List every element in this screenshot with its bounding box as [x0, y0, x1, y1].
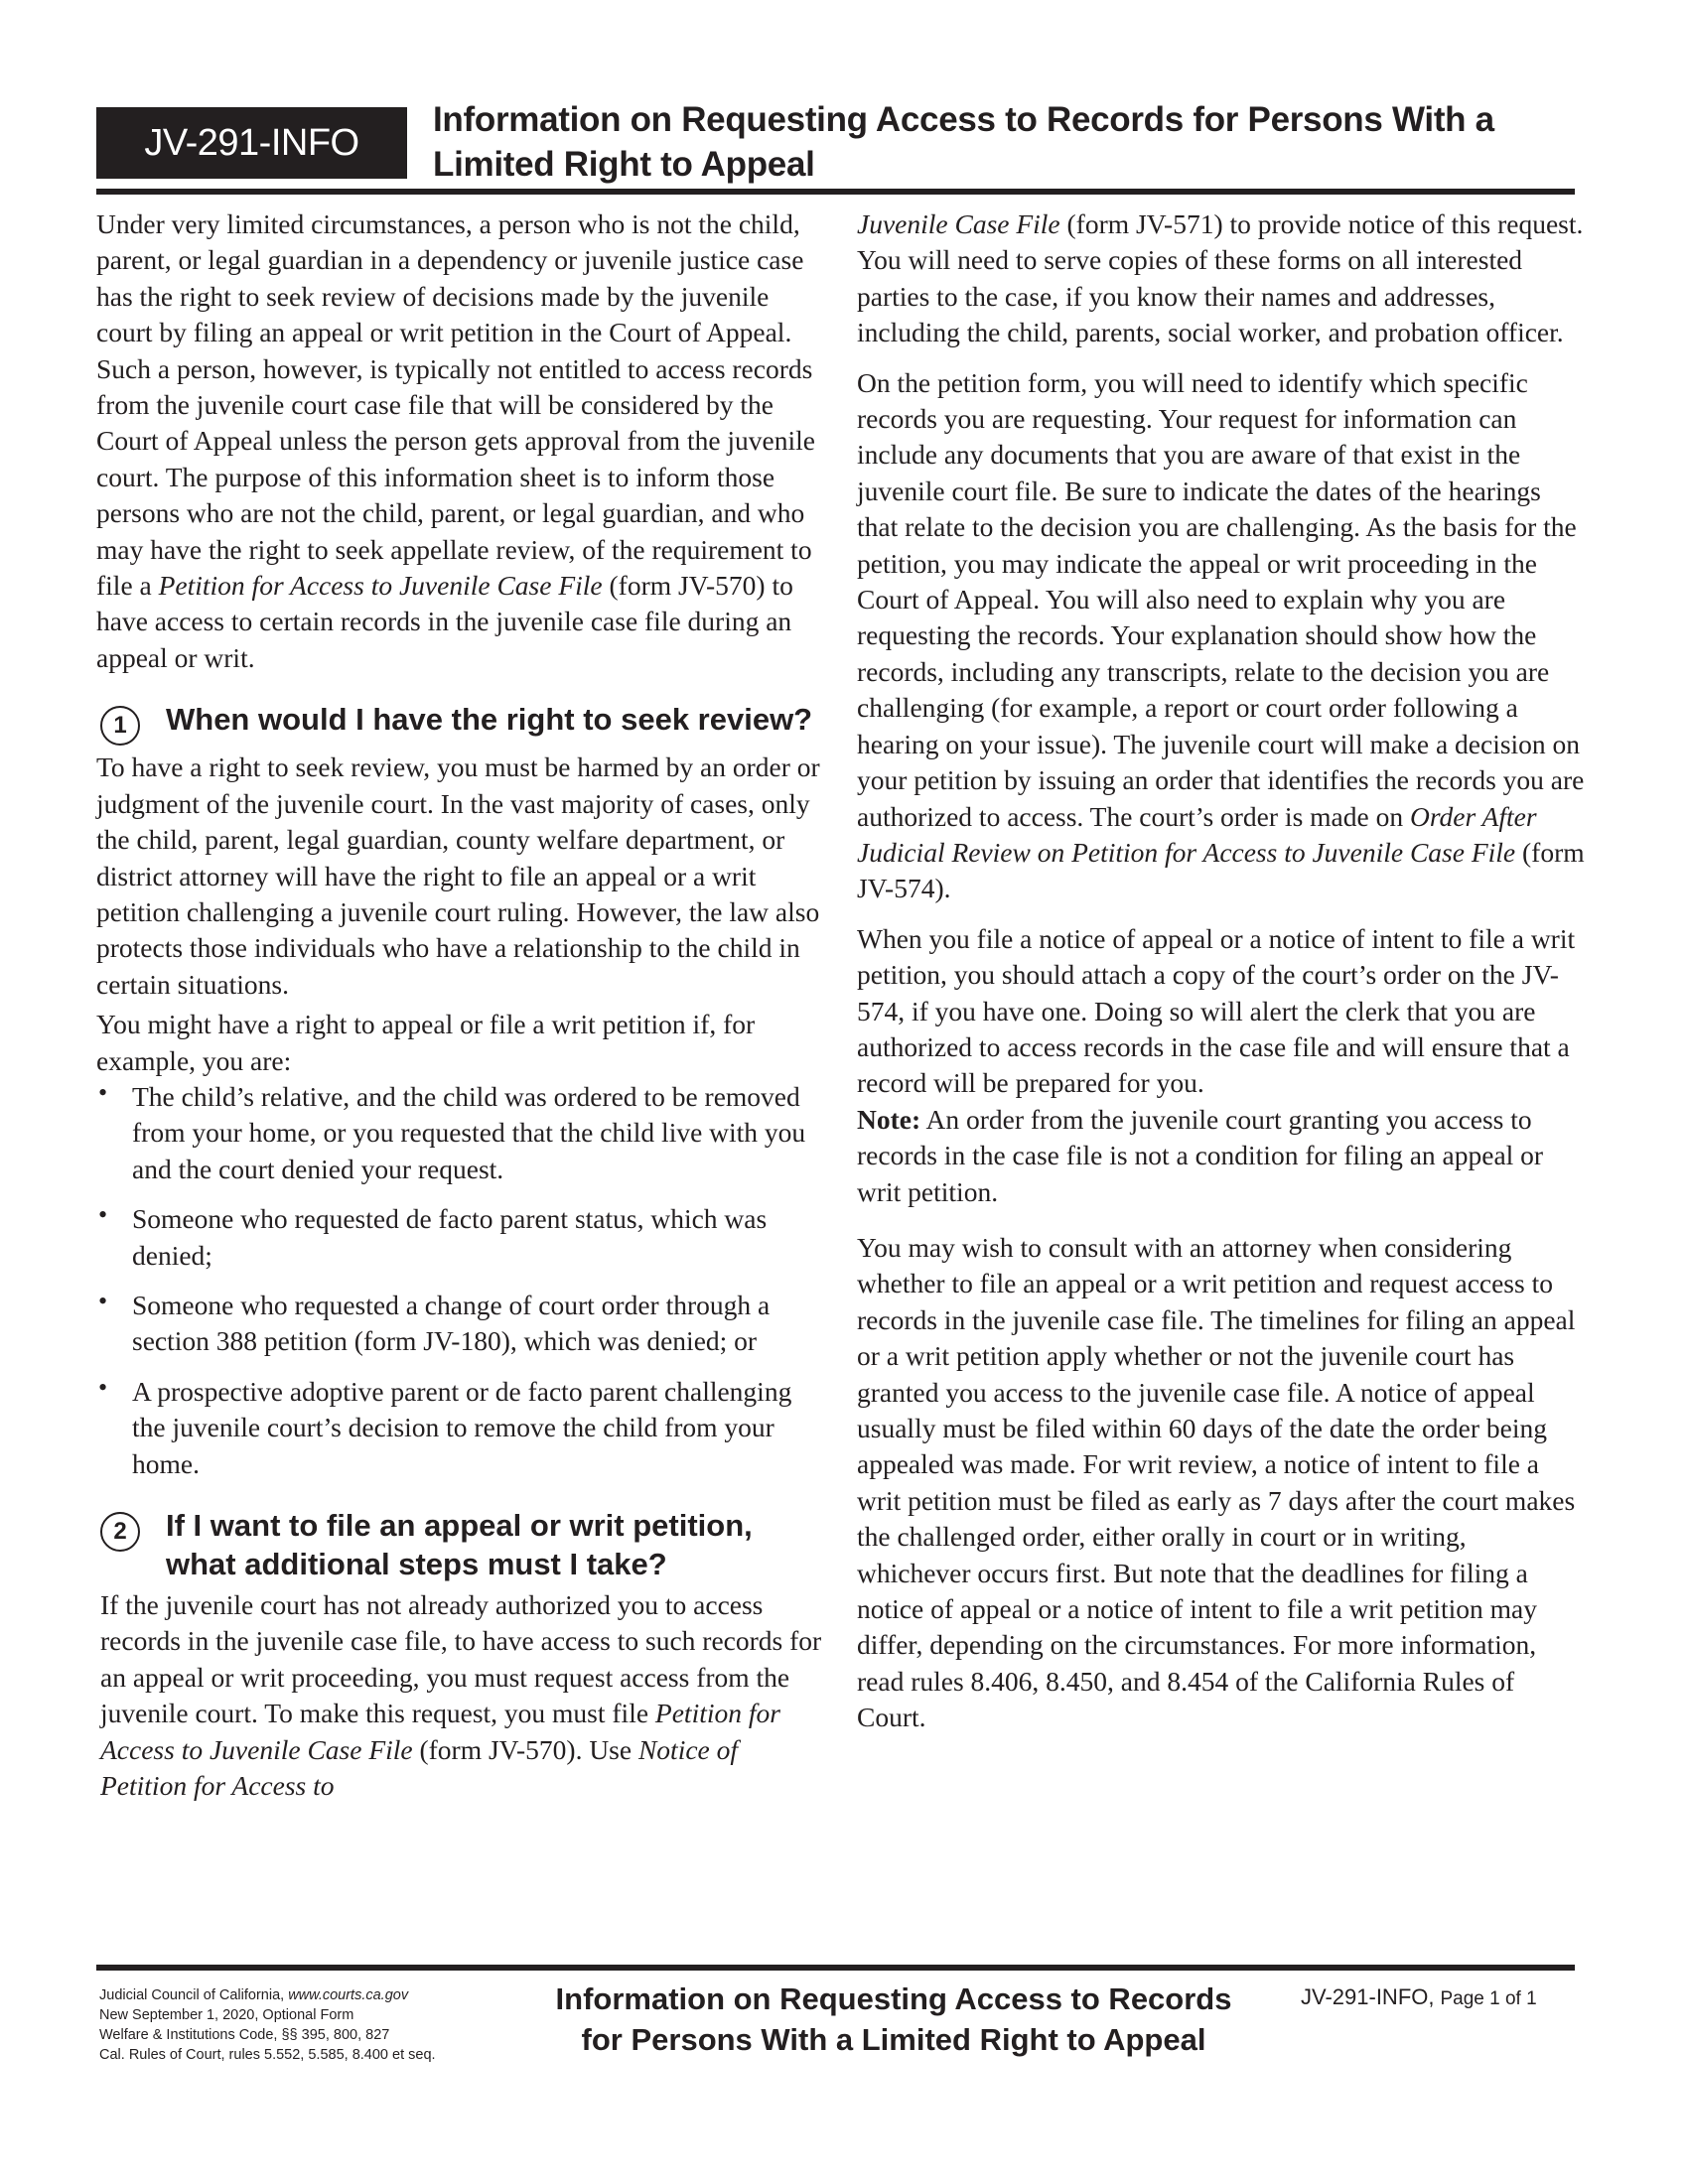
- list-item-text: A prospective adoptive parent or de facto parent challenging the juvenile court’s decision to remove the child from your home.: [132, 1375, 792, 1479]
- bullet-icon: •: [98, 1286, 108, 1315]
- paragraph-text: If the juvenile court has not already authorized you to access records in the juvenile case file, to have access to such records for an appeal or writ proceeding, you must request access from the juvenile court. To make this request, you must file: [100, 1589, 822, 1729]
- form-id: JV-291-INFO: [144, 121, 359, 164]
- paragraph: [857, 365, 1587, 907]
- paragraph-text: (form JV-570) to have access to certain records in the juvenile case file during an appeal or writ.: [96, 570, 793, 673]
- note-text: An order from the juvenile court granting you access to records in the case file is not a condition for filing an appeal or writ petition.: [857, 1103, 1544, 1207]
- footer-citation: [99, 1985, 436, 2065]
- footer-line: Cal. Rules of Court, rules 5.552, 5.585, 8.400 et seq.: [99, 2047, 436, 2063]
- section-2-heading: [96, 1506, 826, 1583]
- page-title: Information on Requesting Access to Records for Persons With a Limited Right to Appeal: [433, 100, 1494, 184]
- paragraph-text: (form JV-570). Use: [412, 1733, 638, 1765]
- footer-title-line: for Persons With a Limited Right to Appeal: [581, 2022, 1206, 2057]
- note-label: Note:: [857, 1103, 921, 1135]
- section-number-badge: 1: [100, 706, 140, 746]
- paragraph: [857, 921, 1587, 1102]
- section-1-paragraph: [96, 750, 826, 1003]
- footer-line: Welfare & Institutions Code, §§ 395, 800, 827: [99, 2027, 390, 2043]
- list-item: [96, 1374, 826, 1482]
- header-divider: [96, 189, 1575, 195]
- form-title-text: Petition for Access to Juvenile Case File: [100, 1698, 780, 1765]
- intro-paragraph: [96, 206, 826, 676]
- section-1-paragraph: [96, 1007, 826, 1079]
- footer-line: New September 1, 2020, Optional Form: [99, 2007, 354, 2023]
- list-item: [96, 1079, 826, 1187]
- eligibility-list: [96, 1079, 826, 1482]
- courts-website-link[interactable]: www.courts.ca.gov: [288, 1987, 409, 2003]
- footer-title: [516, 1979, 1271, 2060]
- form-title-text: Petition for Access to Juvenile Case File: [158, 570, 603, 602]
- bullet-icon: •: [98, 1200, 108, 1230]
- paragraph-text: (form JV-574).: [857, 836, 1585, 904]
- list-item: [96, 1288, 826, 1360]
- section-title: When would I have the right to seek review?: [166, 702, 813, 738]
- section-number-badge: 2: [100, 1512, 140, 1552]
- list-item-text: Someone who requested de facto parent status, which was denied;: [132, 1203, 768, 1271]
- form-id-badge: [96, 107, 407, 179]
- paragraph-text: On the petition form, you will need to identify which specific records you are requesting. Your request for information can include any documents that you are aware of that exist in the juvenile court file. Be sure to indicate the dates of the hearings that relate to the decision you are challenging. As the basis for the petition, you may indicate the appeal or writ proceeding in the Court of Appeal. You will also need to explain why you are requesting the records. Your explanation should show how the records, including any transcripts, relate to the decision you are challenging (for example, a report or court order following a hearing on your issue). The juvenile court will make a decision on your petition by issuing an order that identifies the records you are authorized to access. The court’s order is made on: [857, 366, 1585, 832]
- note-paragraph: [857, 1102, 1587, 1210]
- footer-form-id: JV-291-INFO,: [1301, 1984, 1435, 2009]
- page-number: Page 1 of 1: [1440, 1988, 1537, 2009]
- paragraph-text: To have a right to seek review, you must be harmed by an order or judgment of the juvenile court. In the vast majority of cases, only the child, parent, legal guardian, county welfare department, or district attorney will have the right to file an appeal or a writ petition challenging a juvenile court ruling. However, the law also protects those individuals who have a relationship to the child in certain situations.: [96, 751, 820, 1000]
- section-2-paragraph: [96, 1587, 826, 1804]
- form-title-text: Order After Judicial Review on Petition for Access to Juvenile Case File: [857, 800, 1537, 868]
- bullet-icon: •: [98, 1077, 108, 1107]
- footer-page-info: [1301, 1984, 1537, 2010]
- list-item-text: Someone who requested a change of court order through a section 388 petition (form JV-180), which was denied; or: [132, 1289, 771, 1357]
- paragraph-text: (form JV-571) to provide notice of this request. You will need to serve copies of these forms on all interested parties to the case, if you know their names and addresses, including the child, parents, social worker, and probation officer.: [857, 208, 1584, 348]
- list-item-text: The child’s relative, and the child was ordered to be removed from your home, or you requested that the child live with you and the court denied your request.: [132, 1080, 806, 1184]
- list-item: [96, 1201, 826, 1274]
- left-column: [96, 206, 826, 1804]
- paragraph-text: Under very limited circumstances, a person who is not the child, parent, or legal guardian in a dependency or juvenile justice case has the right to seek review of decisions made by the juvenile court by filing an appeal or writ petition in the Court of Appeal. Such a person, however, is typically not entitled to access records from the juvenile court case file that will be considered by the Court of Appeal unless the person gets approval from the juvenile court. The purpose of this information sheet is to inform those persons who are not the child, parent, or legal guardian, and who may have the right to seek appellate review, of the requirement to file a: [96, 208, 815, 602]
- paragraph: [857, 1230, 1587, 1736]
- section-1-heading: [96, 700, 826, 746]
- paragraph-text: You may wish to consult with an attorney when considering whether to file an appeal or a writ petition and request access to records in the juvenile case file. The timelines for filing an appeal or a writ petition apply whether or not the juvenile court has granted you access to the juvenile case file. A notice of appeal usually must be filed within 60 days of the date the order being appealed was made. For writ review, a notice of intent to file a writ petition must be filed as early as 7 days after the court makes the challenged order, either orally in court or in writing, whichever occurs first. But note that the deadlines for filing a notice of appeal or a notice of intent to file a writ petition may differ, depending on the circumstances. For more information, read rules 8.406, 8.450, and 8.454 of the California Rules of Court.: [857, 1231, 1576, 1733]
- right-column: [857, 206, 1587, 1736]
- footer-text: Judicial Council of California,: [99, 1987, 289, 2003]
- section-title: If I want to file an appeal or writ petition, what additional steps must I take?: [166, 1508, 753, 1581]
- bullet-icon: •: [98, 1372, 108, 1402]
- footer-divider: [96, 1965, 1575, 1971]
- footer-line: [99, 1985, 436, 2005]
- form-title-text: Notice of Petition for Access to: [100, 1733, 739, 1802]
- paragraph-text: When you file a notice of appeal or a notice of intent to file a writ petition, you should attach a copy of the court’s order on the JV-574, if you have one. Doing so will alert the clerk that you are authorized to access records in the case file and will ensure that a record will be prepared for you.: [857, 922, 1576, 1099]
- paragraph: [857, 206, 1587, 351]
- paragraph-text: You might have a right to appeal or file a writ petition if, for example, you are:: [96, 1009, 756, 1076]
- footer-title-line: Information on Requesting Access to Records: [555, 1981, 1232, 2016]
- form-title-text: Juvenile Case File: [857, 208, 1060, 239]
